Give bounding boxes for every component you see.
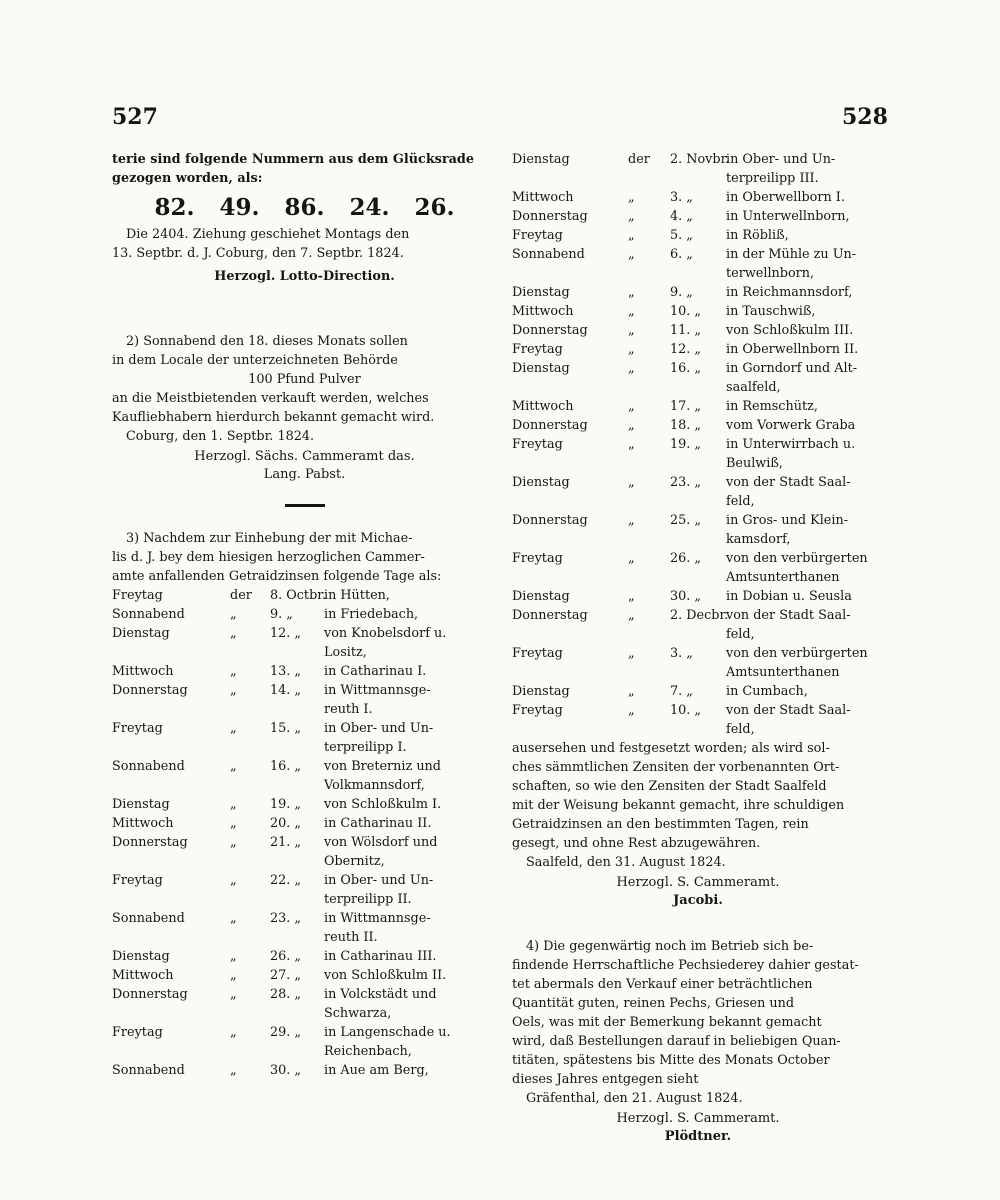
grain-tax-text: mit der Weisung bekannt gemacht, ihre schuldigen (512, 798, 845, 813)
powder-sale-text: Kaufliebhabern hierdurch bekannt gemacht wird. (112, 410, 435, 425)
schedule-day: Freytag (112, 721, 163, 736)
schedule-mark: „ (230, 759, 237, 774)
schedule-day: Dienstag (512, 475, 570, 490)
schedule-place-continued: Volkmannsdorf, (324, 778, 425, 793)
schedule-date: 27. „ (270, 968, 302, 983)
schedule-date: 19. „ (270, 797, 302, 812)
powder-sale-text: 2) Sonnabend den 18. dieses Monats sollen (126, 334, 408, 349)
schedule-date: 13. „ (270, 664, 302, 679)
schedule-mark: „ (628, 304, 635, 319)
schedule-day: Dienstag (512, 152, 570, 167)
grain-tax-text: 3) Nachdem zur Einhebung der mit Michae- (126, 531, 413, 546)
schedule-day: Mittwoch (112, 968, 174, 983)
powder-sale-text: Coburg, den 1. Septbr. 1824. (126, 429, 315, 444)
schedule-date: 30. „ (270, 1063, 302, 1078)
grain-tax-text: Saalfeld, den 31. August 1824. (526, 855, 726, 870)
schedule-mark: „ (230, 607, 237, 622)
schedule-day: Dienstag (112, 949, 170, 964)
schedule-mark: „ (230, 626, 237, 641)
schedule-place: in Gorndorf und Alt- (726, 361, 858, 376)
page-number-right: 528 (842, 104, 888, 130)
schedule-day: Donnerstag (112, 835, 188, 850)
schedule-day: Freytag (512, 437, 563, 452)
schedule-day: Sonnabend (112, 759, 185, 774)
schedule-place: in Ober- und Un- (324, 873, 434, 888)
schedule-place-continued: kamsdorf, (726, 532, 791, 547)
schedule-day: Dienstag (512, 589, 570, 604)
powder-sale-text: 100 Pfund Pulver (248, 372, 361, 387)
schedule-mark: „ (628, 209, 635, 224)
schedule-place-continued: Lositz, (324, 645, 367, 660)
schedule-day: Mittwoch (512, 399, 574, 414)
schedule-date: 14. „ (270, 683, 302, 698)
schedule-day: Mittwoch (512, 190, 574, 205)
schedule-mark: „ (628, 551, 635, 566)
schedule-place: in Ober- und Un- (324, 721, 434, 736)
schedule-place-continued: reuth II. (324, 930, 378, 945)
schedule-place-continued: Schwarza, (324, 1006, 392, 1021)
schedule-date: 4. „ (670, 209, 693, 224)
schedule-date: 15. „ (270, 721, 302, 736)
schedule-mark: „ (230, 835, 237, 850)
schedule-date: 5. „ (670, 228, 693, 243)
schedule-date: 6. „ (670, 247, 693, 262)
schedule-place-continued: saalfeld, (726, 380, 781, 395)
schedule-place-continued: terpreilipp III. (726, 171, 819, 186)
schedule-mark: „ (230, 1025, 237, 1040)
schedule-mark: „ (230, 987, 237, 1002)
lottery-number: 49. (219, 194, 260, 221)
schedule-day: Donnerstag (512, 513, 588, 528)
schedule-day: Sonnabend (112, 1063, 185, 1078)
schedule-date: 16. „ (670, 361, 702, 376)
schedule-place: in Friedebach, (324, 607, 419, 622)
lottery-numbers (155, 194, 455, 221)
schedule-mark: „ (230, 1063, 237, 1078)
schedule-mark: „ (628, 475, 635, 490)
schedule-mark: „ (628, 703, 635, 718)
schedule-date: 16. „ (270, 759, 302, 774)
schedule-mark: „ (628, 684, 635, 699)
schedule-date: 30. „ (670, 589, 702, 604)
schedule-date: 28. „ (270, 987, 302, 1002)
pitch-sale-text: tet abermals den Verkauf einer beträchtlichen (512, 977, 813, 992)
schedule-place: von den verbürgerten (726, 646, 868, 661)
schedule-day: Dienstag (112, 797, 170, 812)
schedule-date: 2. Novbr. (670, 152, 730, 167)
lottery-text: Die 2404. Ziehung geschiehet Montags den (126, 227, 410, 242)
schedule-day: Dienstag (112, 626, 170, 641)
schedule-mark: „ (628, 247, 635, 262)
pitch-sale-signature: Plödtner. (664, 1129, 732, 1144)
schedule-table-right (512, 150, 884, 739)
schedule-mark: „ (230, 911, 237, 926)
schedule-date: 12. „ (670, 342, 702, 357)
schedule-mark: „ (230, 873, 237, 888)
pitch-sale-signature: Herzogl. S. Cammeramt. (616, 1111, 780, 1126)
schedule-day: Freytag (512, 646, 563, 661)
schedule-day: Donnerstag (512, 323, 588, 338)
section-divider (285, 504, 325, 507)
lottery-text: 13. Septbr. d. J. Coburg, den 7. Septbr. 1824. (112, 246, 404, 261)
schedule-place-continued: Amtsunterthanen (726, 665, 840, 680)
schedule-mark: „ (628, 589, 635, 604)
powder-sale-text: an die Meistbietenden verkauft werden, welches (112, 391, 429, 406)
schedule-place: in Cumbach, (726, 684, 808, 699)
schedule-date: 7. „ (670, 684, 693, 699)
schedule-date: 3. „ (670, 646, 693, 661)
schedule-mark: „ (230, 721, 237, 736)
schedule-day: Freytag (112, 588, 163, 603)
schedule-day: Freytag (112, 1025, 163, 1040)
schedule-day: Freytag (512, 703, 563, 718)
schedule-place: in Unterwirrbach u. (726, 437, 856, 452)
lottery-signature: Herzogl. Lotto-Direction. (214, 269, 395, 284)
schedule-place: in Unterwellnborn, (726, 209, 850, 224)
schedule-place-continued: terwellnborn, (726, 266, 815, 281)
schedule-date: 21. „ (270, 835, 302, 850)
schedule-date: 23. „ (670, 475, 702, 490)
schedule-place: in Reichmannsdorf, (726, 285, 853, 300)
schedule-place: in Catharinau III. (324, 949, 437, 964)
schedule-mark: „ (628, 342, 635, 357)
schedule-date: 10. „ (670, 304, 702, 319)
schedule-date: 29. „ (270, 1025, 302, 1040)
schedule-day: Donnerstag (112, 683, 188, 698)
schedule-day: Freytag (512, 342, 563, 357)
pitch-sale-text: Oels, was mit der Bemerkung bekannt gemacht (512, 1015, 822, 1030)
schedule-place-continued: terpreilipp I. (324, 740, 407, 755)
schedule-date: 26. „ (270, 949, 302, 964)
schedule-day: Mittwoch (512, 304, 574, 319)
schedule-mark: „ (230, 683, 237, 698)
schedule-place: in Catharinau II. (324, 816, 432, 831)
schedule-place: in Gros- und Klein- (726, 513, 849, 528)
schedule-place: von Wölsdorf und (324, 835, 438, 850)
schedule-place: in der Mühle zu Un- (726, 247, 857, 262)
schedule-place: in Oberwellnborn II. (726, 342, 859, 357)
grain-tax-text: gesegt, und ohne Rest abzugewähren. (512, 836, 761, 851)
schedule-place: in Röbliß, (726, 228, 789, 243)
page-number-left: 527 (112, 104, 158, 130)
grain-tax-text: Getraidzinsen an den bestimmten Tagen, rein (512, 817, 809, 832)
schedule-place-continued: Beulwiß, (726, 456, 783, 471)
schedule-place: vom Vorwerk Graba (726, 418, 856, 433)
schedule-table-left (112, 586, 497, 1080)
schedule-place: von Schloßkulm II. (324, 968, 447, 983)
schedule-day: Mittwoch (112, 816, 174, 831)
schedule-date: 3. „ (670, 190, 693, 205)
schedule-date: 2. Decbr. (670, 608, 729, 623)
schedule-day: Mittwoch (112, 664, 174, 679)
schedule-place: in Dobian u. Seusla (726, 589, 852, 604)
left-column (112, 150, 497, 1080)
schedule-date: 25. „ (670, 513, 702, 528)
schedule-day: Donnerstag (512, 418, 588, 433)
schedule-place-continued: feld, (726, 722, 755, 737)
schedule-date: 19. „ (670, 437, 702, 452)
lottery-text: terie sind folgende Nummern aus dem Glücksrade (112, 152, 475, 167)
schedule-place: in Tauschwiß, (726, 304, 816, 319)
pitch-sale-text: Quantität guten, reinen Pechs, Griesen und (512, 996, 795, 1011)
grain-tax-signature: Herzogl. S. Cammeramt. (616, 875, 780, 890)
schedule-mark: der (230, 588, 252, 603)
grain-tax-text: ausersehen und festgesetzt worden; als wird sol- (512, 741, 830, 756)
schedule-place: in Volckstädt und (324, 987, 437, 1002)
schedule-mark: „ (230, 949, 237, 964)
schedule-place: in Langenschade u. (324, 1025, 451, 1040)
grain-tax-text: schaften, so wie den Zensiten der Stadt Saalfeld (512, 779, 827, 794)
schedule-place: in Oberwellborn I. (726, 190, 845, 205)
schedule-place: in Catharinau I. (324, 664, 427, 679)
lottery-number: 24. (349, 194, 390, 221)
schedule-date: 18. „ (670, 418, 702, 433)
schedule-day: Donnerstag (112, 987, 188, 1002)
schedule-day: Dienstag (512, 361, 570, 376)
powder-sale-signature: Lang. Pabst. (263, 467, 346, 482)
schedule-place-continued: Obernitz, (324, 854, 385, 869)
schedule-place: in Wittmannsge- (324, 683, 431, 698)
pitch-sale-text: findende Herrschaftliche Pechsiederey dahier gestat- (512, 958, 859, 973)
schedule-mark: „ (230, 797, 237, 812)
schedule-date: 11. „ (670, 323, 702, 338)
grain-tax-text: lis d. J. bey dem hiesigen herzoglichen Cammer- (112, 550, 425, 565)
schedule-mark: „ (628, 646, 635, 661)
grain-tax-text: amte anfallenden Getraidzinsen folgende Tage als: (112, 569, 442, 584)
grain-tax-text: ches sämmtlichen Zensiten der vorbenannten Ort- (512, 760, 840, 775)
schedule-place: von Schloßkulm III. (726, 323, 854, 338)
schedule-mark: „ (628, 190, 635, 205)
schedule-date: 8. Octbr. (270, 588, 327, 603)
schedule-date: 26. „ (670, 551, 702, 566)
schedule-day: Freytag (512, 551, 563, 566)
schedule-day: Freytag (512, 228, 563, 243)
lottery-number: 82. (154, 194, 195, 221)
pitch-sale-text: titäten, spätestens bis Mitte des Monats October (512, 1053, 830, 1068)
schedule-mark: „ (230, 664, 237, 679)
schedule-mark: „ (628, 399, 635, 414)
schedule-day: Dienstag (512, 684, 570, 699)
schedule-place-continued: Reichenbach, (324, 1044, 412, 1059)
lottery-number: 86. (284, 194, 325, 221)
schedule-day: Sonnabend (112, 911, 185, 926)
schedule-day: Sonnabend (512, 247, 585, 262)
schedule-mark: „ (230, 968, 237, 983)
schedule-date: 12. „ (270, 626, 302, 641)
schedule-date: 23. „ (270, 911, 302, 926)
schedule-place: in Ober- und Un- (726, 152, 836, 167)
pitch-sale-text: Gräfenthal, den 21. August 1824. (526, 1091, 743, 1106)
schedule-place-continued: feld, (726, 627, 755, 642)
schedule-mark: „ (628, 361, 635, 376)
pitch-sale-text: dieses Jahres entgegen sieht (512, 1072, 699, 1087)
schedule-day: Freytag (112, 873, 163, 888)
grain-tax-signature: Jacobi. (673, 893, 723, 908)
schedule-mark: „ (628, 418, 635, 433)
powder-sale-text: in dem Locale der unterzeichneten Behörde (112, 353, 398, 368)
schedule-place: von der Stadt Saal- (726, 475, 851, 490)
schedule-date: 22. „ (270, 873, 302, 888)
schedule-mark: „ (628, 513, 635, 528)
schedule-day: Donnerstag (512, 209, 588, 224)
powder-sale-signature: Herzogl. Sächs. Cammeramt das. (194, 449, 415, 464)
schedule-place-continued: feld, (726, 494, 755, 509)
schedule-mark: „ (628, 608, 635, 623)
schedule-place-continued: reuth I. (324, 702, 373, 717)
schedule-place: in Wittmannsge- (324, 911, 431, 926)
schedule-date: 20. „ (270, 816, 302, 831)
schedule-day: Dienstag (512, 285, 570, 300)
schedule-place: von Knobelsdorf u. (324, 626, 447, 641)
schedule-place: in Aue am Berg, (324, 1063, 429, 1078)
schedule-date: 17. „ (670, 399, 702, 414)
lottery-text: gezogen worden, als: (112, 171, 263, 186)
right-column (512, 150, 884, 1147)
schedule-place: in Hütten, (324, 588, 390, 603)
schedule-mark: „ (628, 228, 635, 243)
schedule-place: von der Stadt Saal- (726, 608, 851, 623)
schedule-place-continued: Amtsunterthanen (726, 570, 840, 585)
lottery-number: 26. (414, 194, 455, 221)
schedule-place-continued: terpreilipp II. (324, 892, 412, 907)
schedule-mark: „ (230, 816, 237, 831)
pitch-sale-text: 4) Die gegenwärtig noch im Betrieb sich be- (526, 939, 814, 954)
schedule-place: in Remschütz, (726, 399, 818, 414)
schedule-day: Sonnabend (112, 607, 185, 622)
schedule-day: Donnerstag (512, 608, 588, 623)
pitch-sale-text: wird, daß Bestellungen darauf in beliebigen Quan- (512, 1034, 841, 1049)
schedule-place: von den verbürgerten (726, 551, 868, 566)
schedule-date: 9. „ (670, 285, 693, 300)
schedule-mark: „ (628, 323, 635, 338)
schedule-mark: „ (628, 437, 635, 452)
schedule-date: 9. „ (270, 607, 293, 622)
schedule-mark: der (628, 152, 650, 167)
schedule-mark: „ (628, 285, 635, 300)
schedule-place: von Breterniz und (324, 759, 441, 774)
schedule-place: von Schloßkulm I. (324, 797, 442, 812)
schedule-date: 10. „ (670, 703, 702, 718)
schedule-place: von der Stadt Saal- (726, 703, 851, 718)
